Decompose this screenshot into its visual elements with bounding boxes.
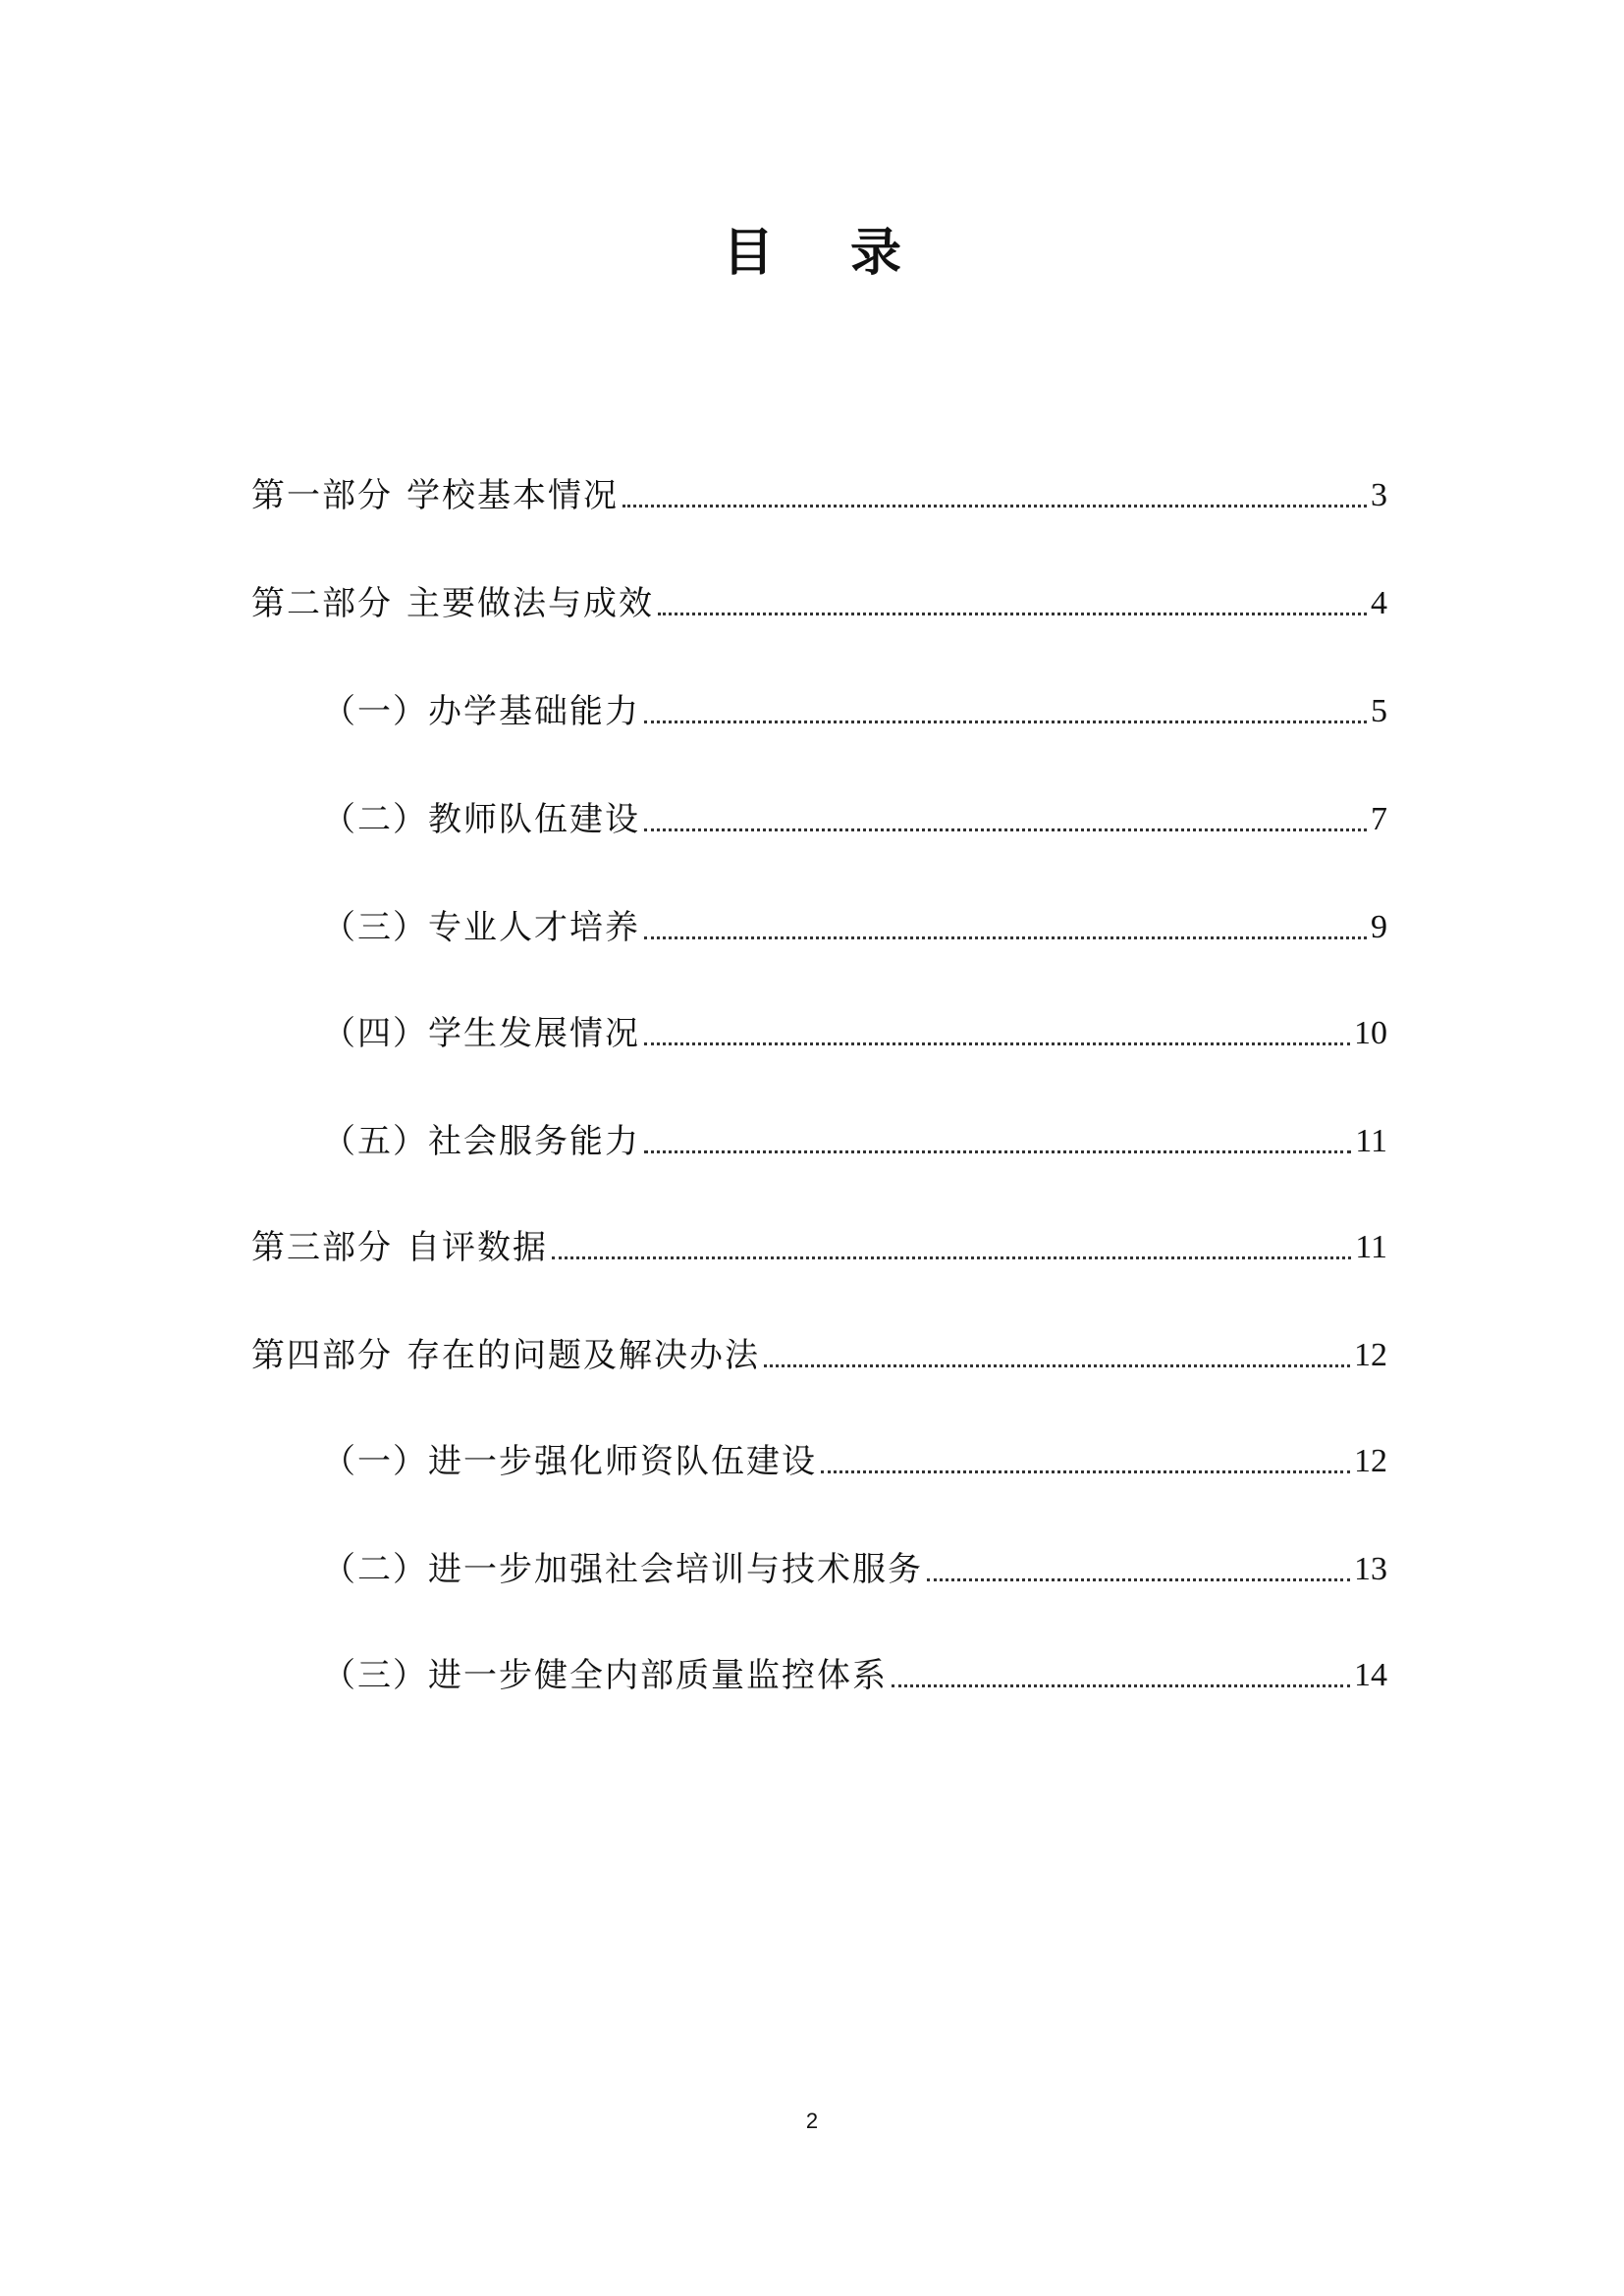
toc-dot-leader xyxy=(644,828,1367,831)
toc-entry-part-4[interactable] xyxy=(251,1323,1387,1375)
toc-entry-2-4[interactable] xyxy=(322,1001,1387,1053)
toc-section-label: （五） xyxy=(322,1122,428,1161)
toc-section-label: （一） xyxy=(322,692,428,731)
toc-section-label: （三） xyxy=(322,1656,428,1695)
toc-page-number: 12 xyxy=(1354,1443,1387,1479)
toc-title: 主要做法与成效 xyxy=(406,584,654,623)
toc-part-label: 第三部分 xyxy=(251,1228,393,1267)
toc-part-label: 第四部分 xyxy=(251,1336,393,1375)
title-char-1: 目 xyxy=(722,224,774,283)
toc-title: 学校基本情况 xyxy=(406,476,619,515)
toc-dot-leader xyxy=(892,1684,1350,1687)
toc-page-number: 11 xyxy=(1355,1123,1387,1159)
page-title xyxy=(0,224,1624,283)
toc-dot-leader xyxy=(644,721,1367,723)
toc-entry-2-5[interactable] xyxy=(322,1109,1387,1161)
toc-entry-2-1[interactable] xyxy=(322,679,1387,731)
toc-page-number: 13 xyxy=(1354,1551,1387,1587)
toc-title: 专业人才培养 xyxy=(428,908,640,947)
toc-section-label: （二） xyxy=(322,800,428,839)
title-char-2: 录 xyxy=(850,224,902,283)
toc-part-label: 第二部分 xyxy=(251,584,393,623)
toc-title: 存在的问题及解决办法 xyxy=(406,1336,760,1375)
toc-dot-leader xyxy=(658,613,1367,615)
toc-page-number: 3 xyxy=(1371,477,1387,513)
toc-title: 教师队伍建设 xyxy=(428,800,640,839)
toc-page-number: 9 xyxy=(1371,909,1387,945)
toc-page-number: 5 xyxy=(1371,693,1387,729)
toc-page-number: 14 xyxy=(1354,1657,1387,1693)
toc-dot-leader xyxy=(623,505,1367,507)
toc-dot-leader xyxy=(552,1256,1351,1259)
toc-dot-leader xyxy=(644,1042,1350,1045)
toc-title: 进一步加强社会培训与技术服务 xyxy=(428,1550,923,1589)
toc-page-number: 4 xyxy=(1371,585,1387,621)
toc-dot-leader xyxy=(644,1150,1351,1153)
toc-page-number: 11 xyxy=(1355,1229,1387,1265)
page-number: 2 xyxy=(805,2109,819,2133)
toc-title: 学生发展情况 xyxy=(428,1014,640,1053)
toc-entry-4-3[interactable] xyxy=(322,1643,1387,1695)
toc-entry-4-2[interactable] xyxy=(322,1537,1387,1589)
toc-title: 办学基础能力 xyxy=(428,692,640,731)
toc-entry-part-1[interactable] xyxy=(251,463,1387,515)
toc-title: 进一步健全内部质量监控体系 xyxy=(428,1656,888,1695)
toc-title: 进一步强化师资队伍建设 xyxy=(428,1442,817,1481)
toc-page-number: 7 xyxy=(1371,801,1387,837)
toc-section-label: （二） xyxy=(322,1550,428,1589)
toc-dot-leader xyxy=(821,1470,1350,1473)
toc-section-label: （四） xyxy=(322,1014,428,1053)
toc-section-label: （一） xyxy=(322,1442,428,1481)
toc-part-label: 第一部分 xyxy=(251,476,393,515)
toc-entry-2-3[interactable] xyxy=(322,895,1387,947)
toc-page-number: 12 xyxy=(1354,1337,1387,1373)
toc-entry-2-2[interactable] xyxy=(322,787,1387,839)
toc-title: 社会服务能力 xyxy=(428,1122,640,1161)
toc-dot-leader xyxy=(764,1364,1350,1367)
toc-page-number: 10 xyxy=(1354,1015,1387,1051)
toc-dot-leader xyxy=(644,936,1367,939)
toc-dot-leader xyxy=(927,1578,1350,1581)
toc-entry-part-3[interactable] xyxy=(251,1215,1387,1267)
toc-section-label: （三） xyxy=(322,908,428,947)
toc-title: 自评数据 xyxy=(406,1228,548,1267)
toc-entry-part-2[interactable] xyxy=(251,571,1387,623)
toc-entry-4-1[interactable] xyxy=(322,1429,1387,1481)
